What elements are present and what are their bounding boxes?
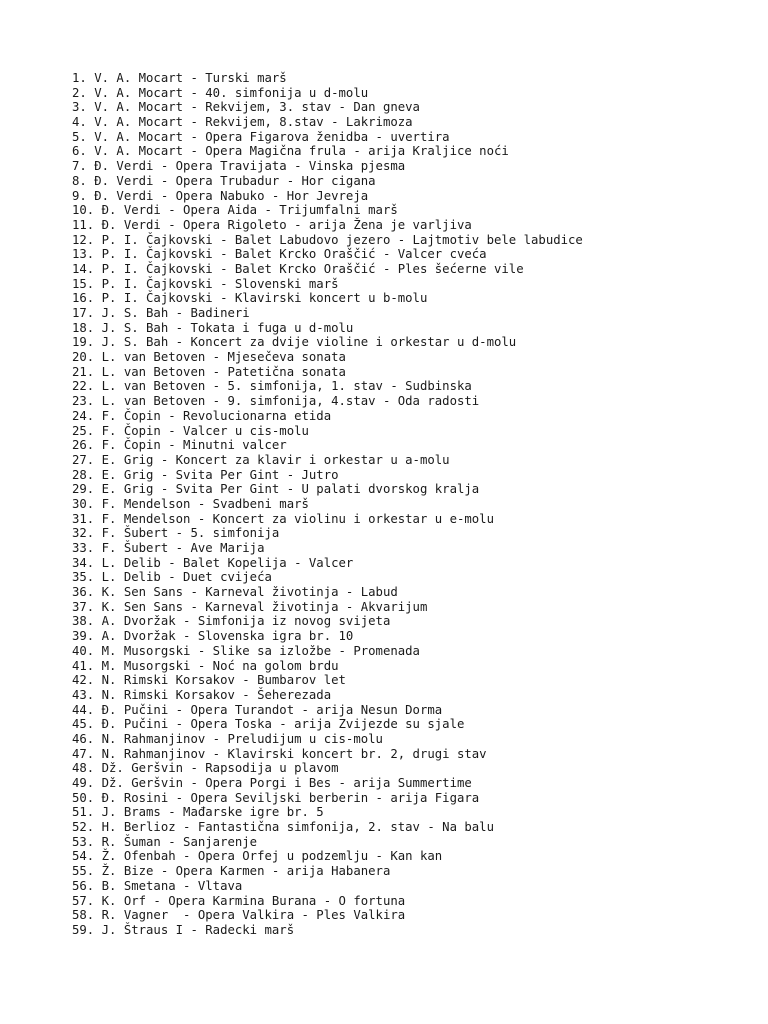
list-item: 20. L. van Betoven - Mjesečeva sonata: [72, 350, 346, 365]
list-item: 4. V. A. Mocart - Rekvijem, 8.stav - Lakrimoza: [72, 115, 413, 130]
list-item: 15. P. I. Čajkovski - Slovenski marš: [72, 276, 339, 291]
list-item: 37. K. Sen Sans - Karneval životinja - Akvarijum: [72, 599, 428, 614]
list-item: 50. Đ. Rosini - Opera Seviljski berberin - arija Figara: [72, 790, 480, 805]
list-item: 24. F. Čopin - Revolucionarna etida: [72, 408, 332, 423]
list-item: 40. M. Musorgski - Slike sa izložbe - Promenada: [72, 643, 420, 658]
list-item: 28. E. Grig - Svita Per Gint - Jutro: [72, 467, 339, 482]
list-item: 25. F. Čopin - Valcer u cis-molu: [72, 423, 309, 438]
list-item: 23. L. van Betoven - 9. simfonija, 4.stav - Oda radosti: [72, 394, 480, 409]
list-item: 43. N. Rimski Korsakov - Šeherezada: [72, 687, 332, 702]
list-item: 36. K. Sen Sans - Karneval životinja - Labud: [72, 585, 398, 600]
list-item: 52. H. Berlioz - Fantastična simfonija, 2. stav - Na balu: [72, 820, 494, 835]
list-item: 49. Dž. Geršvin - Opera Porgi i Bes - arija Summertime: [72, 776, 472, 790]
list-item: 34. L. Delib - Balet Kopelija - Valcer: [72, 555, 354, 570]
list-item: 39. A. Dvoržak - Slovenska igra br. 10: [72, 629, 354, 644]
list-item: 3. V. A. Mocart - Rekvijem, 3. stav - Dan gneva: [72, 100, 420, 115]
list-item: 53. R. Šuman - Sanjarenje: [72, 834, 258, 849]
list-item: 18. J. S. Bah - Tokata i fuga u d-molu: [72, 320, 354, 335]
list-item: 22. L. van Betoven - 5. simfonija, 1. stav - Sudbinska: [72, 379, 472, 394]
list-item: 17. J. S. Bah - Badineri: [72, 306, 250, 320]
list-item: 58. R. Vagner - Opera Valkira - Ples Valkira: [72, 908, 406, 923]
list-item: 47. N. Rahmanjinov - Klavirski koncert br. 2, drugi stav: [72, 746, 487, 761]
list-item: 31. F. Mendelson - Koncert za violinu i orkestar u e-molu: [72, 511, 494, 526]
list-item: 57. K. Orf - Opera Karmina Burana - O fortuna: [72, 893, 406, 908]
list-item: 48. Dž. Geršvin - Rapsodija u plavom: [72, 761, 339, 776]
list-item: 7. Đ. Verdi - Opera Travijata - Vinska pjesma: [72, 159, 406, 174]
list-item: 33. F. Šubert - Ave Marija: [72, 541, 265, 555]
list-item: 27. E. Grig - Koncert za klavir i orkestar u a-molu: [72, 452, 450, 467]
list-item: 8. Đ. Verdi - Opera Trubadur - Hor cigana: [72, 173, 376, 188]
list-item: 59. J. Štraus I - Radecki marš: [72, 922, 295, 937]
list-item: 12. P. I. Čajkovski - Balet Labudovo jezero - Lajtmotiv bele labudice: [72, 232, 583, 247]
list-item: 16. P. I. Čajkovski - Klavirski koncert u b-molu: [72, 291, 428, 306]
list-item: 26. F. Čopin - Minutni valcer: [72, 438, 287, 453]
list-item: 30. F. Mendelson - Svadbeni marš: [72, 496, 309, 511]
list-item: 11. Đ. Verdi - Opera Rigoleto - arija Žena je varljiva: [72, 217, 472, 232]
composition-list: [72, 71, 583, 938]
list-item: 2. V. A. Mocart - 40. simfonija u d-molu: [72, 85, 369, 100]
list-item: 29. E. Grig - Svita Per Gint - U palati dvorskog kralja: [72, 482, 480, 497]
list-item: 46. N. Rahmanjinov - Preludijum u cis-molu: [72, 731, 383, 746]
list-item: 35. L. Delib - Duet cvijeća: [72, 570, 272, 585]
list-item: 51. J. Brams - Mađarske igre br. 5: [72, 805, 324, 820]
list-item: 19. J. S. Bah - Koncert za dvije violine i orkestar u d-molu: [72, 335, 517, 350]
list-item: 1. V. A. Mocart - Turski marš: [72, 71, 287, 85]
list-item: 41. M. Musorgski - Noć na golom brdu: [72, 658, 339, 673]
list-item: 5. V. A. Mocart - Opera Figarova ženidba - uvertira: [72, 129, 450, 144]
list-item: 56. B. Smetana - Vltava: [72, 878, 243, 893]
list-item: 44. Đ. Pučini - Opera Turandot - arija Nesun Dorma: [72, 702, 443, 717]
list-item: 14. P. I. Čajkovski - Balet Krcko Oraščić - Ples šećerne vile: [72, 261, 524, 276]
list-item: 32. F. Šubert - 5. simfonija: [72, 526, 280, 541]
list-item: 54. Ž. Ofenbah - Opera Orfej u podzemlju - Kan kan: [72, 849, 443, 864]
list-item: 10. Đ. Verdi - Opera Aida - Trijumfalni marš: [72, 203, 398, 218]
list-item: 55. Ž. Bize - Opera Karmen - arija Habanera: [72, 864, 391, 879]
list-item: 45. Đ. Pučini - Opera Toska - arija Zvijezde su sjale: [72, 717, 465, 732]
list-item: 42. N. Rimski Korsakov - Bumbarov let: [72, 673, 346, 688]
list-item: 6. V. A. Mocart - Opera Magična frula - arija Kraljice noći: [72, 144, 509, 159]
list-item: 13. P. I. Čajkovski - Balet Krcko Oraščić - Valcer cveća: [72, 247, 487, 262]
list-item: 21. L. van Betoven - Patetična sonata: [72, 364, 346, 379]
list-item: 38. A. Dvoržak - Simfonija iz novog svijeta: [72, 614, 391, 629]
list-item: 9. Đ. Verdi - Opera Nabuko - Hor Jevreja: [72, 188, 369, 203]
